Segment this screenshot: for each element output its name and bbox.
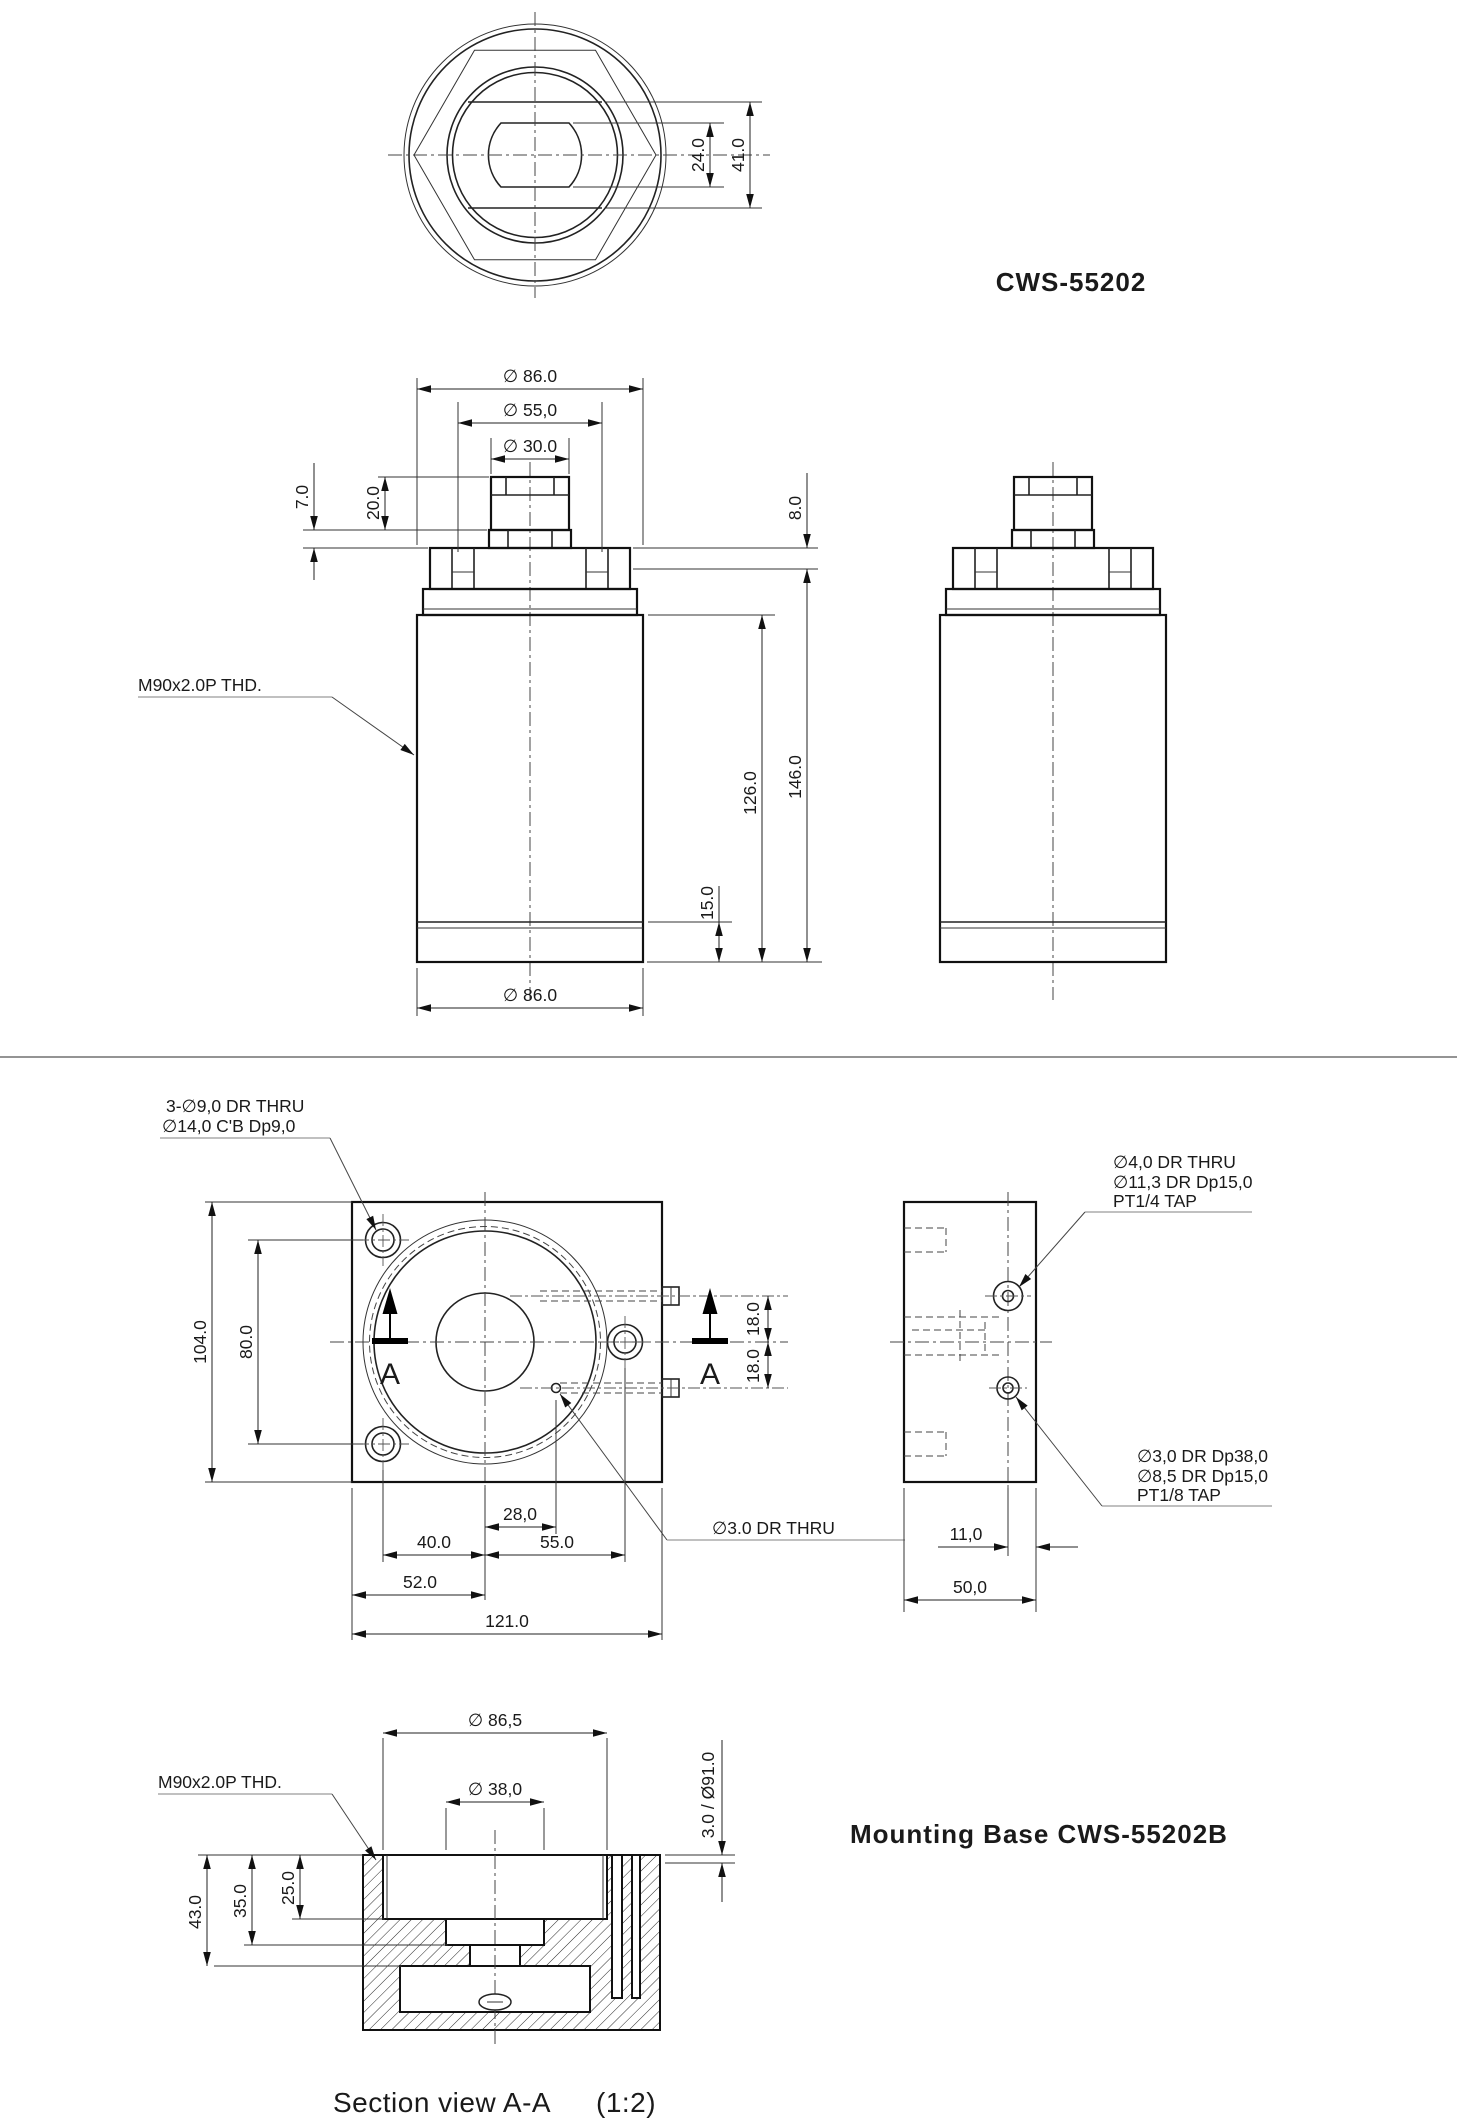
- section-caption: Section view A-A: [333, 2087, 552, 2118]
- dim-front-126-text: 126.0: [740, 771, 760, 815]
- part-title: CWS-55202: [995, 267, 1147, 297]
- dim-front-15-text: 15.0: [697, 885, 717, 921]
- dim-top-24-text: 24.0: [688, 137, 708, 173]
- dim-front-8-text: 8.0: [785, 495, 805, 521]
- port-upper-callout: [1019, 1152, 1253, 1287]
- dim-base-52-text: 52.0: [402, 1572, 438, 1592]
- dim-base-18-lower-text: 18.0: [743, 1348, 763, 1384]
- section-letter-right: A: [699, 1358, 721, 1391]
- dim-base-18-upper-text: 18.0: [743, 1301, 763, 1337]
- dim-section-25-text: 25.0: [278, 1870, 298, 1906]
- dim-section-dia865-text: ∅ 86,5: [467, 1710, 523, 1730]
- dim-front-dia30-text: ∅ 30.0: [502, 436, 558, 456]
- dim-base-18-upper: [743, 1296, 768, 1342]
- dim-front-8: [633, 473, 818, 569]
- dim-base-40-text: 40.0: [416, 1532, 452, 1552]
- section-caption-group: [333, 2087, 656, 2118]
- thread-callout-section: [158, 1772, 376, 1860]
- dim-base-bottom-chain: [352, 1368, 662, 1640]
- bolt-hole-top-left: [357, 1214, 409, 1266]
- section-solid: [363, 1855, 660, 2030]
- section-marker-right: [692, 1288, 728, 1391]
- dim-base-side-11: [938, 1488, 1078, 1556]
- dim-base-side-11-text: 11,0: [949, 1524, 983, 1544]
- section-letter-left: A: [379, 1358, 401, 1391]
- dim-front-15: [648, 886, 732, 962]
- bolt-hole-bottom-left: [357, 1418, 409, 1470]
- vent-label: ∅3.0 DR THRU: [712, 1518, 835, 1538]
- dim-section-35-text: 35.0: [230, 1883, 250, 1919]
- dim-front-20: [303, 477, 489, 530]
- base-side-view: [890, 1152, 1272, 1612]
- dim-front-dia55-text: ∅ 55,0: [502, 400, 558, 420]
- base-title: Mounting Base CWS-55202B: [850, 1819, 1228, 1849]
- dim-front-20-text: 20.0: [363, 485, 383, 521]
- device-front-view: [138, 366, 822, 1016]
- port1-label-line3: PT1/4 TAP: [1113, 1191, 1197, 1211]
- dim-base-side-50: [904, 1488, 1036, 1612]
- base-top-view: [160, 1096, 905, 1640]
- dim-base-104: [190, 1202, 352, 1482]
- port1-label-line1: ∅4,0 DR THRU: [1113, 1152, 1236, 1172]
- dim-base-28-text: 28,0: [502, 1504, 538, 1524]
- dim-front-146-text: 146.0: [785, 755, 805, 799]
- thread-callout-front: [138, 675, 414, 755]
- dim-base-side-50-text: 50,0: [952, 1577, 988, 1597]
- dim-front-146: [647, 569, 822, 962]
- dim-front-dia86-top-text: ∅ 86.0: [502, 366, 558, 386]
- port2-label-line2: ∅8,5 DR Dp15,0: [1137, 1466, 1269, 1486]
- detent-plunger: [479, 1994, 511, 2010]
- cbore-label-line2: ∅14,0 C'B Dp9,0: [162, 1116, 296, 1136]
- port-lower-callout: [1016, 1397, 1272, 1506]
- dim-front-7: [292, 463, 428, 580]
- dim-front-7-text: 7.0: [292, 484, 312, 510]
- vent-callout: [560, 1394, 905, 1540]
- bolt-hole-right: [599, 1316, 651, 1368]
- section-scale: (1:2): [596, 2087, 657, 2118]
- port2-label-line1: ∅3,0 DR Dp38,0: [1137, 1446, 1269, 1466]
- dim-base-18-lower: [743, 1342, 768, 1388]
- dim-section-43-text: 43.0: [185, 1894, 205, 1930]
- thread-label-section: M90x2.0P THD.: [158, 1772, 282, 1792]
- port1-label-line2: ∅11,3 DR Dp15,0: [1113, 1172, 1253, 1192]
- dim-base-104-text: 104.0: [190, 1320, 210, 1364]
- dim-base-55-text: 55.0: [539, 1532, 575, 1552]
- dim-section-dia38-text: ∅ 38,0: [467, 1779, 523, 1799]
- dim-section-3-91: [665, 1740, 735, 1902]
- dim-top-41-text: 41.0: [728, 137, 748, 173]
- cbore-callout: [160, 1096, 376, 1230]
- port2-label-line3: PT1/8 TAP: [1137, 1485, 1221, 1505]
- dim-section-3-91-text: 3.0 / Ø91.0: [698, 1751, 718, 1839]
- dim-base-121-text: 121.0: [485, 1611, 529, 1631]
- dim-base-80-text: 80.0: [236, 1324, 256, 1360]
- section-marker-left: [372, 1288, 408, 1391]
- section-view: [158, 1710, 735, 2048]
- device-side-view: [940, 462, 1166, 1000]
- cbore-label-line1: 3-∅9,0 DR THRU: [166, 1096, 305, 1116]
- dim-front-dia86-bottom-text: ∅ 86.0: [502, 985, 558, 1005]
- thread-label-front: M90x2.0P THD.: [138, 675, 262, 695]
- device-top-view: [388, 12, 770, 298]
